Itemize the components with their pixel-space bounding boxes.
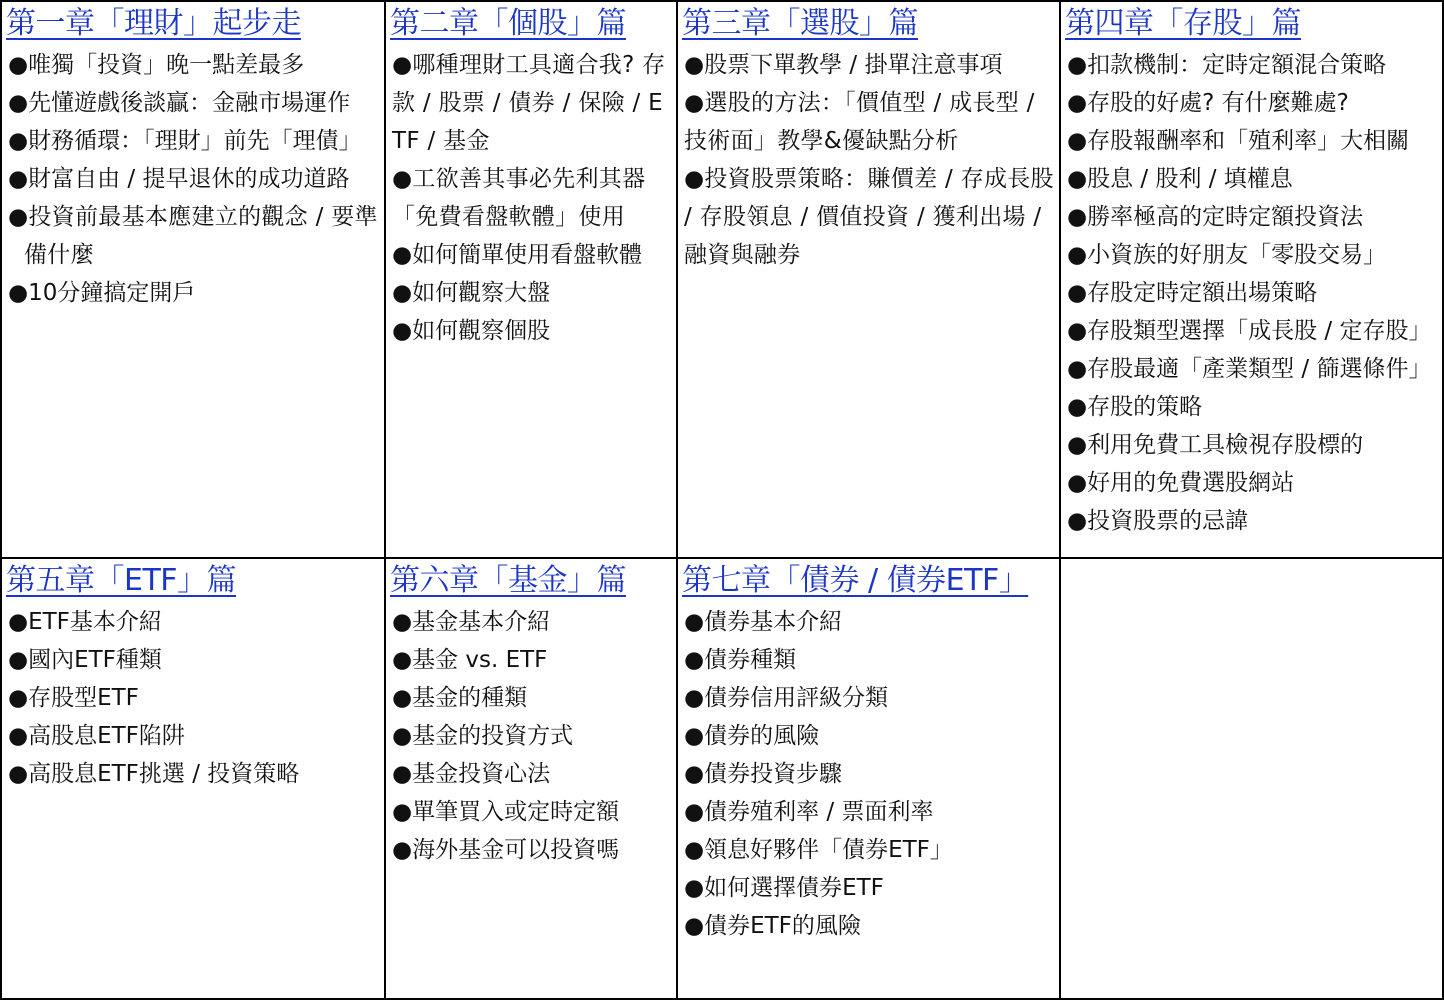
chapter-6-topic[interactable]: ●基金的投資方式 <box>392 723 574 750</box>
chapter-2-topic-list <box>386 44 676 350</box>
chapter-2-topic[interactable]: ●如何觀察大盤 <box>392 280 551 306</box>
chapter-6-topic[interactable]: ●單筆買入或定時定額 <box>392 799 620 826</box>
chapter-3-title-link[interactable]: 第三章「選股」篇 <box>682 6 918 41</box>
chapter-1-topic-list <box>2 44 384 312</box>
chapter-2-topic[interactable]: ●如何觀察個股 <box>392 318 551 344</box>
chapter-4-topic[interactable]: ●勝率極高的定時定額投資法 <box>1067 204 1364 230</box>
chapter-7-topic-list <box>678 601 1059 945</box>
chapter-7-title-link[interactable]: 第七章「債券 / 債券ETF」 <box>682 563 1029 599</box>
chapter-3-topic-list <box>678 44 1059 274</box>
chapter-5-title-link[interactable]: 第五章「ETF」篇 <box>6 563 237 599</box>
chapter-cell-6 <box>385 558 677 999</box>
chapter-cell-3 <box>677 1 1060 558</box>
chapter-6-title-link[interactable]: 第六章「基金」篇 <box>390 563 626 599</box>
chapter-7-topic[interactable]: ●如何選擇債券ETF <box>684 875 884 902</box>
chapter-cell-1 <box>1 1 385 558</box>
chapter-4-topic[interactable]: ●存股報酬率和「殖利率」大相關 <box>1067 128 1410 154</box>
chapter-1-topic[interactable]: ●財富自由 / 提早退休的成功道路 <box>8 166 350 192</box>
chapter-2-topic[interactable]: ●工欲善其事必先利其器「免費看盤軟體」使用 <box>392 166 646 230</box>
chapter-6-topic[interactable]: ●基金基本介紹 <box>392 609 551 636</box>
chapter-2-topic[interactable]: ●哪種理財工具適合我? 存款 / 股票 / 債券 / 保險 / ETF / 基金 <box>392 52 666 154</box>
chapter-7-topic[interactable]: ●債券基本介紹 <box>684 609 843 636</box>
grid-row-2 <box>1 558 1443 999</box>
chapter-4-topic[interactable]: ●存股最適「產業類型 / 篩選條件」 <box>1067 356 1432 382</box>
chapter-7-topic[interactable]: ●債券信用評級分類 <box>684 685 889 712</box>
chapter-4-topic[interactable]: ●小資族的好朋友「零股交易」 <box>1067 242 1387 268</box>
chapter-4-topic[interactable]: ●存股的策略 <box>1067 394 1203 420</box>
chapter-3-topic[interactable]: ●股票下單教學 / 掛單注意事項 <box>684 52 1003 78</box>
chapter-6-topic-list <box>386 601 676 869</box>
chapter-4-topic[interactable]: ●利用免費工具檢視存股標的 <box>1067 432 1364 458</box>
empty-cell <box>1060 558 1443 999</box>
chapter-4-topic[interactable]: ●好用的免費選股網站 <box>1067 470 1295 496</box>
chapter-7-topic[interactable]: ●債券投資步驟 <box>684 761 843 788</box>
chapter-6-topic[interactable]: ●基金 vs. ETF <box>392 647 548 674</box>
chapter-3-topic[interactable]: ●投資股票策略：賺價差 / 存成長股 / 存股領息 / 價值投資 / 獲利出場 / 融資與融券 <box>684 166 1054 268</box>
chapter-6-topic[interactable]: ●海外基金可以投資嗎 <box>392 837 620 864</box>
chapter-7-topic[interactable]: ●債券種類 <box>684 647 797 674</box>
chapter-4-topic[interactable]: ●扣款機制：定時定額混合策略 <box>1067 52 1387 78</box>
chapter-5-topic[interactable]: ●國內ETF種類 <box>8 647 162 674</box>
chapter-2-title-link[interactable]: 第二章「個股」篇 <box>390 6 626 41</box>
chapter-5-topic[interactable]: ●存股型ETF <box>8 685 139 712</box>
chapter-1-topic[interactable]: ●10分鐘搞定開戶 <box>8 280 196 306</box>
chapter-4-topic[interactable]: ●存股類型選擇「成長股 / 定存股」 <box>1067 318 1432 344</box>
grid-row-1 <box>1 1 1443 558</box>
chapter-1-topic[interactable]: ●投資前最基本應建立的觀念 / 要準備什麼 <box>8 204 378 268</box>
chapter-7-topic[interactable]: ●領息好夥伴「債券ETF」 <box>684 837 953 864</box>
chapter-1-title-link[interactable]: 第一章「理財」起步走 <box>6 6 301 41</box>
chapter-4-topic[interactable]: ●存股定時定額出場策略 <box>1067 280 1318 306</box>
chapter-5-topic[interactable]: ●高股息ETF挑選 / 投資策略 <box>8 761 300 788</box>
chapter-4-topic[interactable]: ●存股的好處? 有什麼難處? <box>1067 90 1349 116</box>
chapter-cell-4 <box>1060 1 1443 558</box>
chapter-1-topic[interactable]: ●財務循環：「理財」前先「理債」 <box>8 128 362 154</box>
chapter-cell-7 <box>677 558 1060 999</box>
chapter-5-topic[interactable]: ●高股息ETF陷阱 <box>8 723 185 750</box>
chapter-4-topic[interactable]: ●投資股票的忌諱 <box>1067 508 1249 534</box>
chapter-1-topic[interactable]: ●先懂遊戲後談贏：金融市場運作 <box>8 90 351 116</box>
chapter-7-topic[interactable]: ●債券的風險 <box>684 723 820 750</box>
chapter-2-topic[interactable]: ●如何簡單使用看盤軟體 <box>392 242 643 268</box>
chapter-6-topic[interactable]: ●基金的種類 <box>392 685 528 712</box>
chapter-4-title-link[interactable]: 第四章「存股」篇 <box>1065 6 1301 41</box>
chapter-6-topic[interactable]: ●基金投資心法 <box>392 761 551 788</box>
chapter-5-topic-list <box>2 601 384 793</box>
chapter-cell-5 <box>1 558 385 999</box>
chapter-1-topic[interactable]: ●唯獨「投資」晚一點差最多 <box>8 52 305 78</box>
chapter-7-topic[interactable]: ●債券殖利率 / 票面利率 <box>684 799 934 826</box>
chapter-4-topic-list <box>1061 44 1442 540</box>
chapter-7-topic[interactable]: ●債券ETF的風險 <box>684 913 861 940</box>
chapter-3-topic[interactable]: ●選股的方法：「價值型 / 成長型 / 技術面」教學&優缺點分析 <box>684 90 1035 154</box>
chapter-cell-2 <box>385 1 677 558</box>
chapter-5-topic[interactable]: ●ETF基本介紹 <box>8 609 162 636</box>
chapter-4-topic[interactable]: ●股息 / 股利 / 填權息 <box>1067 166 1293 192</box>
